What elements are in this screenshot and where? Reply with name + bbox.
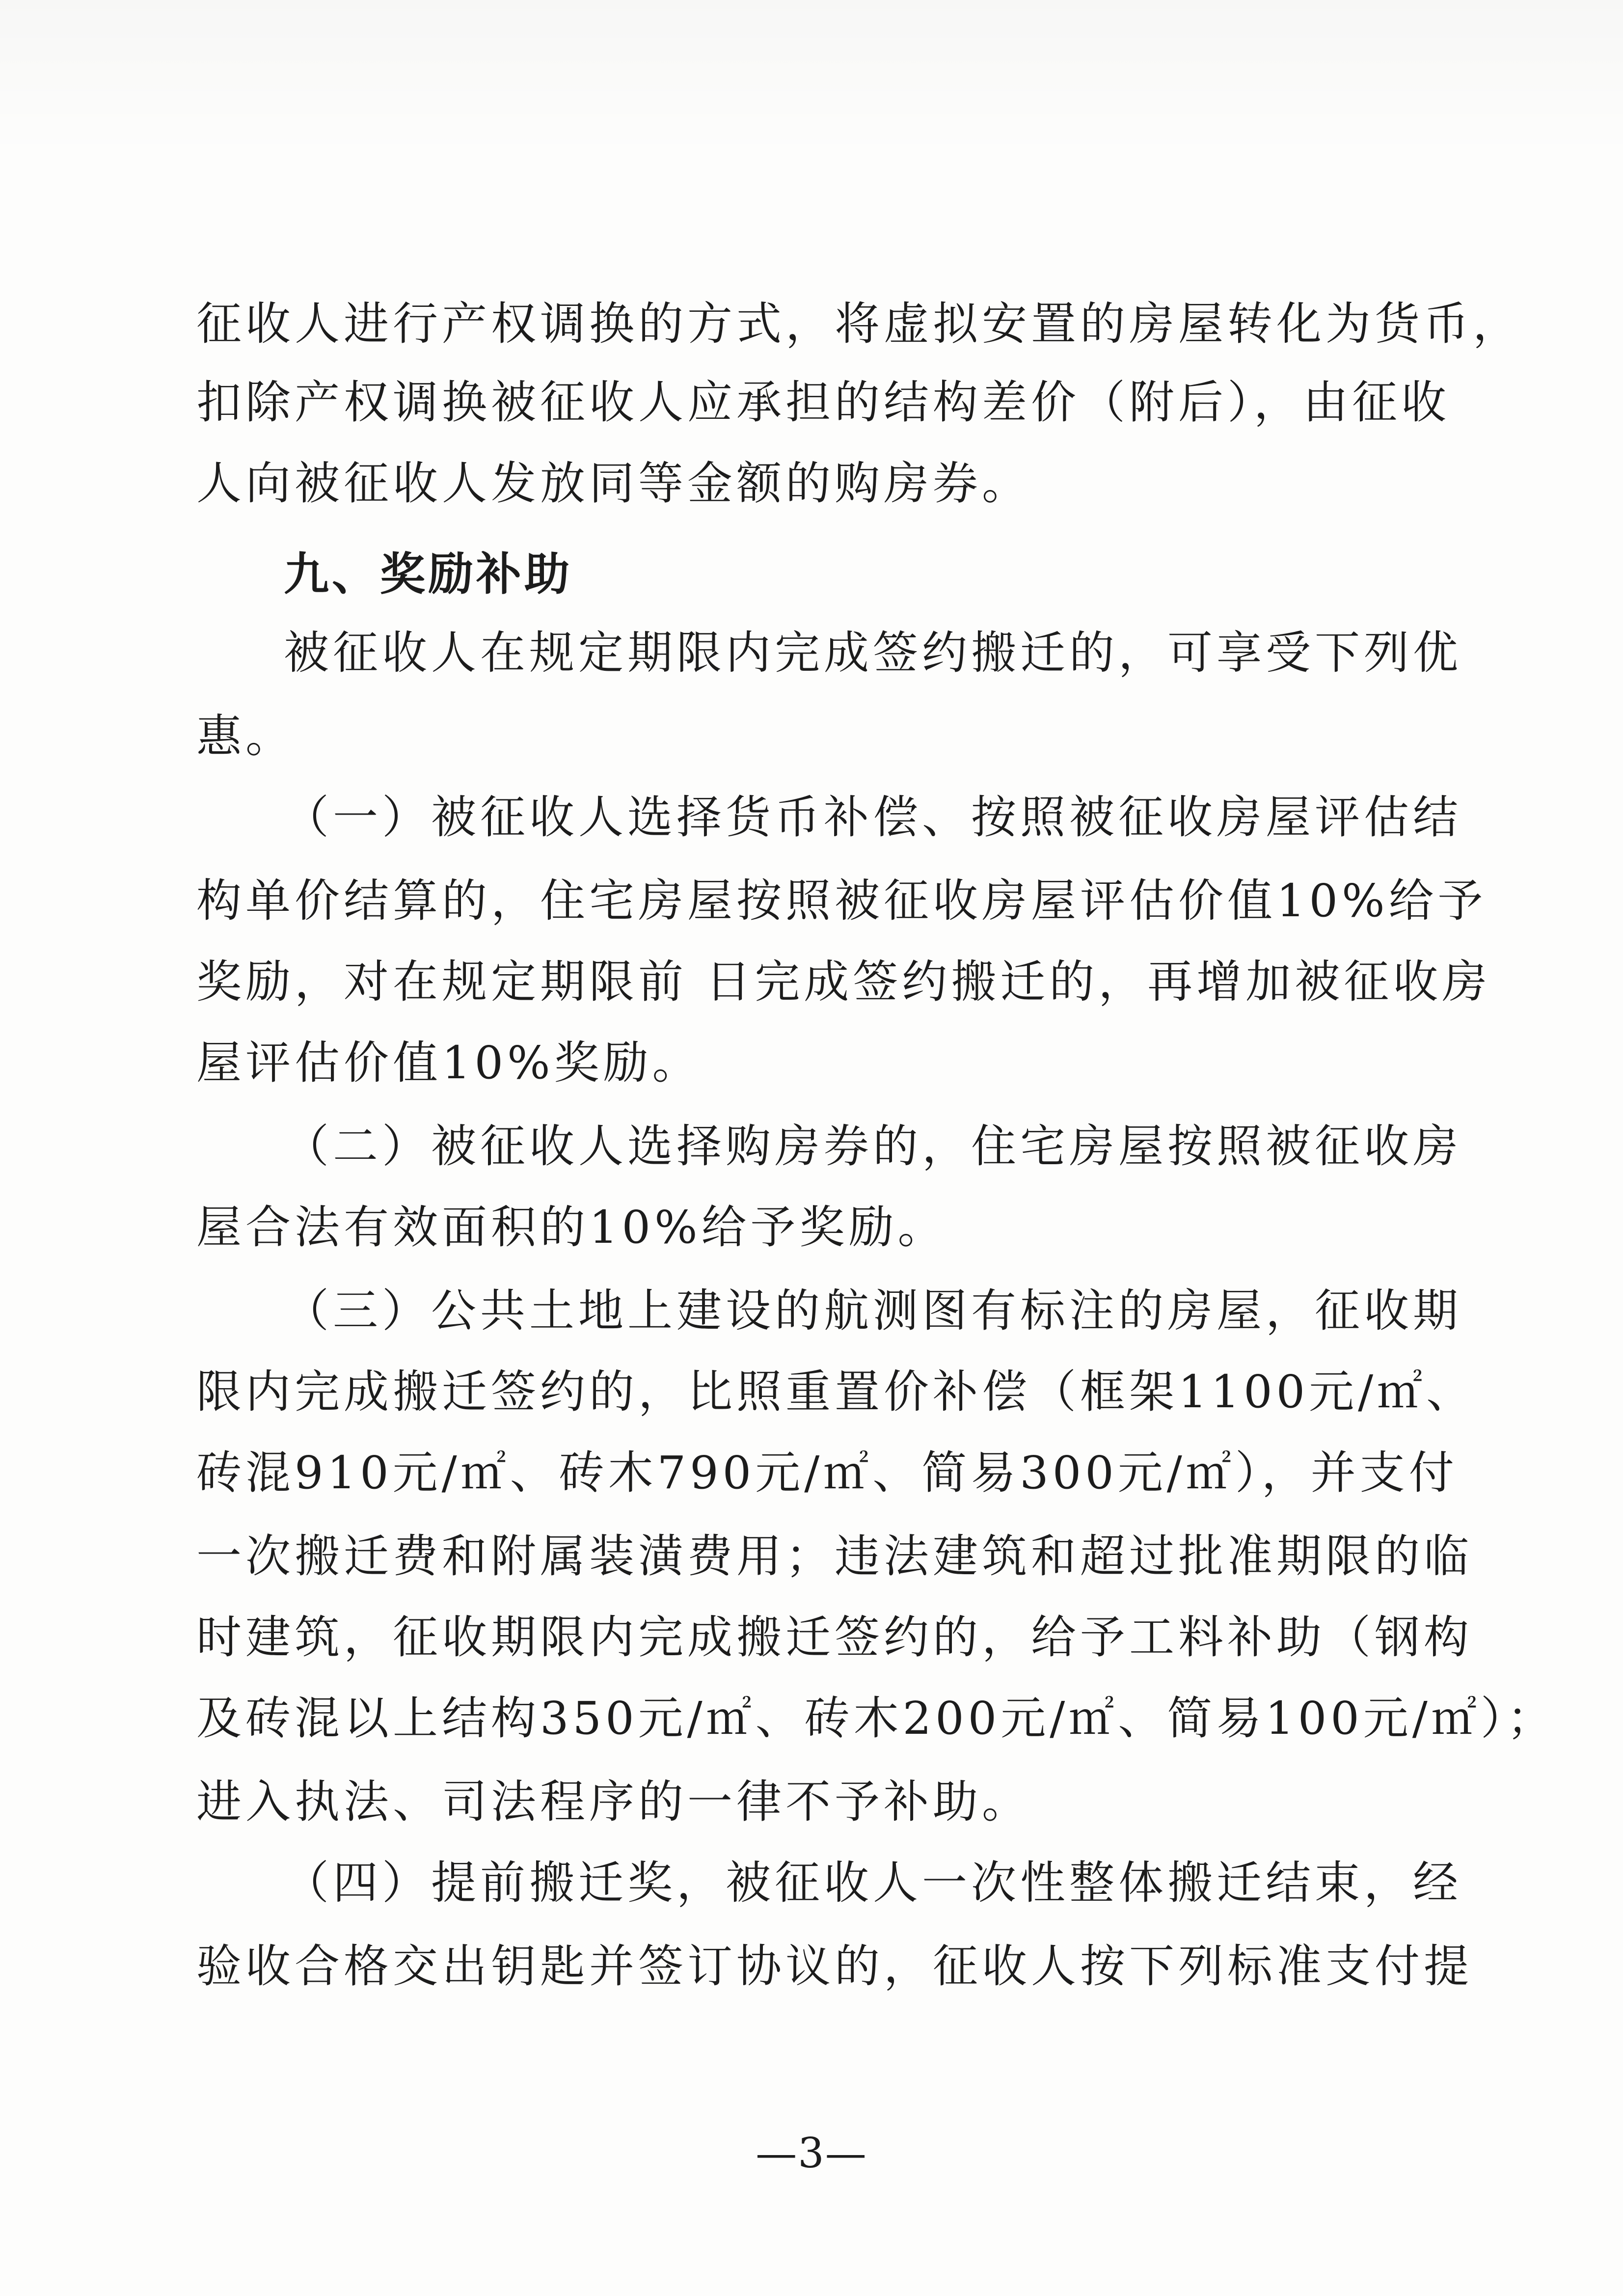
item-2-line-2: 屋合法有效面积的10%给予奖励。	[196, 1201, 947, 1254]
item-3-line-1: （三）公共土地上建设的航测图有标注的房屋，征收期	[284, 1285, 1462, 1337]
item-4-line-1: （四）提前搬迁奖，被征收人一次性整体搬迁结束，经	[284, 1857, 1462, 1909]
page-number: —3—	[756, 2129, 867, 2177]
item-4-line-2: 验收合格交出钥匙并签订协议的，征收人按下列标准支付提	[196, 1940, 1473, 1993]
item-3-line-5: 时建筑，征收期限内完成搬迁签约的，给予工料补助（钢构	[196, 1611, 1473, 1664]
item-1-line-1: （一）被征收人选择货币补偿、按照被征收房屋评估结	[284, 791, 1462, 844]
body-line-6: 惠。	[196, 710, 295, 763]
item-2-line-1: （二）被征收人选择购房券的，住宅房屋按照被征收房	[284, 1120, 1462, 1173]
item-3-line-3: 砖混910元/㎡、砖木790元/㎡、简易300元/㎡），并支付	[196, 1447, 1458, 1499]
item-1-line-2: 构单价结算的，住宅房屋按照被征收房屋评估价值10%给予	[196, 875, 1487, 927]
section-heading: 九、奖励补助	[284, 548, 573, 601]
body-line-1: 征收人进行产权调换的方式，将虚拟安置的房屋转化为货币，	[196, 298, 1522, 350]
body-line-3: 人向被征收人发放同等金额的购房券。	[196, 457, 1031, 510]
item-1-line-4: 屋评估价值10%奖励。	[196, 1037, 702, 1089]
scan-shadow	[0, 0, 1623, 157]
item-3-line-7: 进入执法、司法程序的一律不予补助。	[196, 1776, 1031, 1828]
item-1-line-3: 奖励，对在规定期限前 日完成签约搬迁的，再增加被征收房	[196, 956, 1491, 1008]
body-line-5: 被征收人在规定期限内完成签约搬迁的，可享受下列优	[284, 627, 1462, 679]
item-3-line-6: 及砖混以上结构350元/㎡、砖木200元/㎡、简易100元/㎡）；	[196, 1692, 1556, 1745]
body-line-2: 扣除产权调换被征收人应承担的结构差价（附后），由征收	[196, 376, 1451, 429]
item-3-line-4: 一次搬迁费和附属装潢费用；违法建筑和超过批准期限的临	[196, 1530, 1473, 1583]
item-3-line-2: 限内完成搬迁签约的，比照重置价补偿（框架1100元/㎡、	[196, 1366, 1476, 1418]
